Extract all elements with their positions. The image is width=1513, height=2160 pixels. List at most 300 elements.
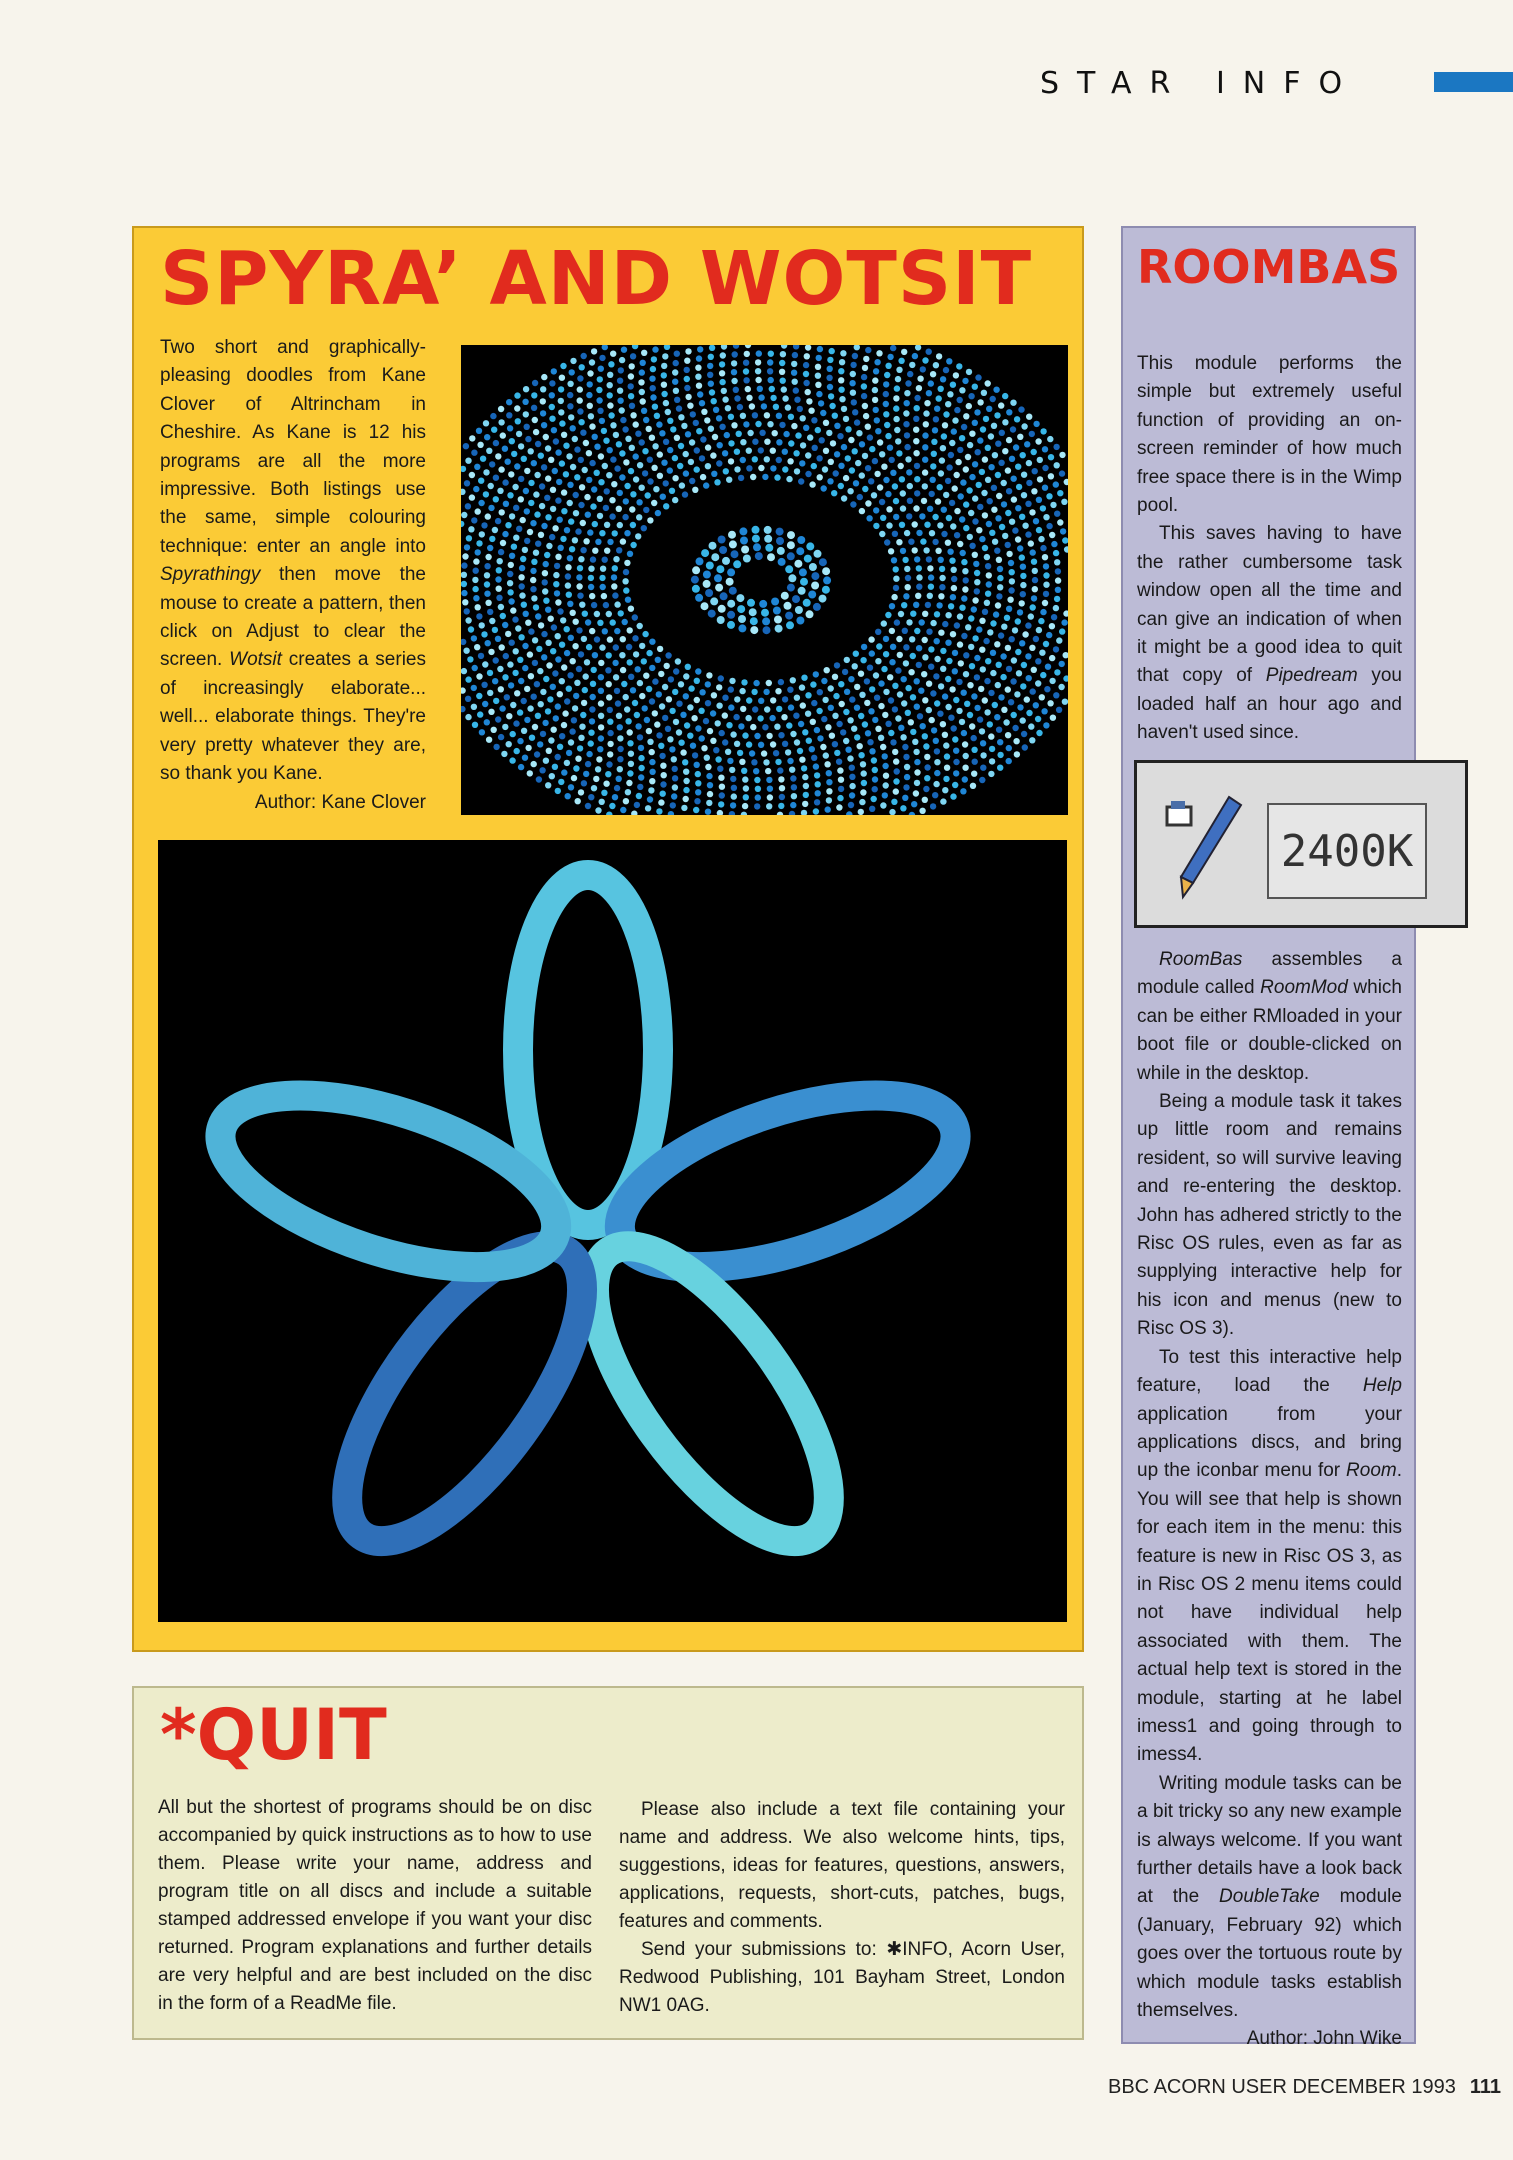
pattern-dot <box>497 666 503 672</box>
pattern-dot <box>620 667 626 673</box>
pattern-dot <box>642 470 648 476</box>
pattern-dot <box>889 659 895 665</box>
pattern-dot <box>568 635 574 641</box>
pattern-dot <box>690 743 696 749</box>
pattern-dot <box>849 380 855 386</box>
pattern-dot <box>685 348 691 354</box>
pattern-dot <box>487 670 493 676</box>
pattern-dot <box>657 473 663 479</box>
pattern-dot <box>916 565 922 571</box>
pattern-dot <box>497 558 503 564</box>
pattern-dot <box>694 447 700 453</box>
pattern-dot <box>933 781 939 787</box>
pattern-dot <box>883 689 889 695</box>
pattern-dot <box>743 377 749 383</box>
pattern-dot <box>845 455 851 461</box>
pattern-dot <box>763 626 771 634</box>
pattern-dot <box>514 405 520 411</box>
pattern-dot <box>900 734 906 740</box>
pattern-dot <box>890 644 896 650</box>
pattern-dot <box>811 572 819 580</box>
pattern-dot <box>759 430 765 436</box>
pattern-dot <box>882 792 888 798</box>
pattern-dot <box>601 790 607 796</box>
pattern-dot <box>589 593 595 599</box>
pattern-dot <box>805 692 811 698</box>
pattern-dot <box>1017 704 1023 710</box>
pattern-dot <box>1000 653 1006 659</box>
pattern-dot <box>518 476 524 482</box>
pattern-dot <box>617 746 623 752</box>
pattern-dot <box>882 763 888 769</box>
pattern-dot <box>811 582 819 590</box>
pattern-dot <box>739 688 745 694</box>
pattern-dot <box>854 705 860 711</box>
pattern-dot <box>905 685 911 691</box>
pattern-dot <box>598 688 604 694</box>
pattern-dot <box>704 755 710 761</box>
pattern-dot <box>779 369 785 375</box>
pattern-dot <box>910 653 916 659</box>
pattern-dot <box>782 696 788 702</box>
pattern-dot <box>827 357 833 363</box>
pattern-dot <box>851 399 857 405</box>
pattern-dot <box>787 552 795 560</box>
pattern-dot <box>887 354 893 360</box>
pattern-dot <box>872 717 878 723</box>
pattern-dot <box>738 475 744 481</box>
pattern-dot <box>938 683 944 689</box>
pattern-dot <box>989 758 995 764</box>
pattern-dot <box>800 442 806 448</box>
pattern-dot <box>708 610 716 618</box>
pattern-dot <box>752 456 758 462</box>
pattern-dot <box>502 446 508 452</box>
pattern-dot <box>477 442 483 448</box>
pattern-dot <box>542 570 548 576</box>
pattern-dot <box>940 798 946 804</box>
pattern-dot <box>672 766 678 772</box>
pattern-dot <box>834 423 840 429</box>
pattern-dot <box>868 478 874 484</box>
pattern-dot <box>484 563 490 569</box>
pattern-dot <box>755 786 761 792</box>
pattern-dot <box>1030 688 1036 694</box>
pattern-dot <box>465 503 471 509</box>
pattern-dot <box>603 781 609 787</box>
pattern-dot <box>716 703 722 709</box>
pattern-dot <box>538 532 544 538</box>
pattern-dot <box>982 609 988 615</box>
pattern-dot <box>744 351 750 357</box>
pattern-dot <box>746 395 752 401</box>
pattern-dot <box>887 674 893 680</box>
pattern-dot <box>580 520 586 526</box>
pattern-dot <box>557 691 563 697</box>
pattern-dot <box>787 458 793 464</box>
pattern-dot <box>801 675 807 681</box>
pattern-dot <box>876 643 882 649</box>
pattern-dot <box>717 442 723 448</box>
pattern-dot <box>579 484 585 490</box>
pattern-dot <box>719 361 725 367</box>
pattern-dot <box>894 768 900 774</box>
pattern-dot <box>939 457 945 463</box>
pattern-dot <box>580 430 586 436</box>
pattern-dot <box>838 681 844 687</box>
pattern-dot <box>639 369 645 375</box>
pattern-dot <box>906 469 912 475</box>
pattern-dot <box>1004 615 1010 621</box>
pattern-dot <box>745 386 751 392</box>
pattern-dot <box>629 363 635 369</box>
pattern-dot <box>980 765 986 771</box>
pattern-dot <box>502 479 508 485</box>
pattern-dot <box>960 479 966 485</box>
pattern-dot <box>669 708 675 714</box>
spyra-body <box>160 334 426 817</box>
pattern-dot <box>502 674 508 680</box>
pattern-dot <box>740 413 746 419</box>
pattern-dot <box>832 674 838 680</box>
pattern-dot <box>886 506 892 512</box>
pattern-dot <box>934 700 940 706</box>
pattern-dot <box>905 584 911 590</box>
pattern-dot <box>1002 448 1008 454</box>
pattern-dot <box>673 668 679 674</box>
pattern-dot <box>795 432 801 438</box>
pattern-dot <box>563 443 569 449</box>
pattern-dot <box>734 449 740 455</box>
pattern-dot <box>476 673 482 679</box>
pattern-dot <box>898 725 904 731</box>
pattern-dot <box>577 745 583 751</box>
pattern-dot <box>1018 406 1024 412</box>
pattern-dot <box>475 549 481 555</box>
pattern-dot <box>478 653 484 659</box>
pattern-dot <box>849 467 855 473</box>
pattern-dot <box>1040 609 1046 615</box>
pattern-dot <box>754 733 760 739</box>
pattern-dot <box>632 635 638 641</box>
pattern-dot <box>994 548 1000 554</box>
pattern-dot <box>552 670 558 676</box>
pattern-dot <box>493 496 499 502</box>
pattern-dot <box>955 459 961 465</box>
pattern-dot <box>649 665 655 671</box>
pattern-dot <box>581 636 587 642</box>
pattern-dot <box>471 450 477 456</box>
pattern-dot <box>637 680 643 686</box>
pattern-dot <box>502 724 508 730</box>
pattern-dot <box>888 548 894 554</box>
pattern-dot <box>916 530 922 536</box>
pattern-dot <box>639 439 645 445</box>
pattern-dot <box>852 353 858 359</box>
pattern-dot <box>952 668 958 674</box>
pattern-dot <box>696 428 702 434</box>
pattern-dot <box>815 373 821 379</box>
pattern-dot <box>945 640 951 646</box>
pattern-dot <box>693 420 699 426</box>
pattern-dot <box>493 657 499 663</box>
pattern-dot <box>550 684 556 690</box>
pattern-dot <box>701 549 709 557</box>
pattern-dot <box>629 403 635 409</box>
pattern-dot <box>517 657 523 663</box>
pattern-dot <box>873 407 879 413</box>
pattern-dot <box>1024 441 1030 447</box>
pattern-dot <box>773 750 779 756</box>
pattern-dot <box>521 602 527 608</box>
pattern-dot <box>722 695 728 701</box>
pattern-dot <box>589 706 595 712</box>
pattern-dot <box>474 644 480 650</box>
pattern-dot <box>493 440 499 446</box>
pattern-dot <box>988 464 994 470</box>
pattern-dot <box>817 689 823 695</box>
pattern-dot <box>949 500 955 506</box>
pattern-dot <box>589 718 595 724</box>
pattern-dot <box>619 652 625 658</box>
pattern-dot <box>889 457 895 463</box>
pattern-dot <box>1026 710 1032 716</box>
pattern-dot <box>1021 731 1027 737</box>
pattern-dot <box>635 431 641 437</box>
pattern-dot <box>543 598 549 604</box>
pattern-dot <box>906 619 912 625</box>
pattern-dot <box>807 434 813 440</box>
pattern-dot <box>484 591 490 597</box>
pattern-dot <box>707 791 713 797</box>
pattern-dot <box>930 620 936 626</box>
pattern-dot <box>719 784 725 790</box>
pattern-dot <box>476 693 482 699</box>
pattern-dot <box>603 438 609 444</box>
pattern-dot <box>878 735 884 741</box>
pattern-dot <box>485 640 491 646</box>
pattern-dot <box>974 579 980 585</box>
pattern-dot <box>883 636 889 642</box>
pattern-dot <box>952 782 958 788</box>
pattern-dot <box>743 421 749 427</box>
pattern-dot <box>782 466 788 472</box>
spyra-title: SPYRA’ AND WOTSIT <box>160 236 1033 322</box>
pattern-dot <box>657 451 663 457</box>
pattern-dot <box>693 807 699 813</box>
pattern-dot <box>665 652 671 658</box>
pattern-dot <box>780 378 786 384</box>
pattern-dot <box>819 558 827 566</box>
pattern-dot <box>614 628 620 634</box>
pattern-dot <box>747 430 753 436</box>
pattern-dot <box>709 389 715 395</box>
pattern-dot <box>971 771 977 777</box>
pattern-dot <box>836 759 842 765</box>
pattern-dot <box>785 404 791 410</box>
section-color-bar <box>1434 72 1513 92</box>
pattern-dot <box>495 518 501 524</box>
pattern-dot <box>881 464 887 470</box>
pattern-dot <box>510 702 516 708</box>
pattern-dot <box>950 523 956 529</box>
pattern-dot <box>509 513 515 519</box>
pattern-dot <box>577 565 583 571</box>
pattern-dot <box>752 439 758 445</box>
pattern-dot <box>737 750 743 756</box>
roombas-paragraph: Writing module tasks can be a bit tricky so any new example is always welcome. If you want further details have a look back at the DoubleTake module (January, February 92) which goes over the tortuous route by which module tasks establish themselves. <box>1137 1772 1402 2022</box>
pattern-dot <box>660 781 666 787</box>
pattern-dot <box>852 448 858 454</box>
pattern-dot <box>776 439 782 445</box>
pattern-dot <box>546 748 552 754</box>
pattern-dot <box>495 453 501 459</box>
pattern-dot <box>481 631 487 637</box>
pattern-dot <box>914 476 920 482</box>
pattern-dot <box>791 370 797 376</box>
pattern-dot <box>1001 480 1007 486</box>
pattern-dot <box>1009 519 1015 525</box>
pattern-dot <box>610 456 616 462</box>
pattern-dot <box>987 629 993 635</box>
pattern-dot <box>743 360 749 366</box>
pattern-dot <box>861 644 867 650</box>
pattern-dot <box>531 460 537 466</box>
pattern-dot <box>672 379 678 385</box>
pattern-dot <box>994 714 1000 720</box>
pattern-dot <box>941 531 947 537</box>
pattern-dot <box>691 576 699 584</box>
pattern-dot <box>935 498 941 504</box>
pattern-dot <box>1061 619 1067 625</box>
pattern-dot <box>514 748 520 754</box>
pattern-dot <box>699 455 705 461</box>
pattern-dot <box>922 483 928 489</box>
pattern-dot <box>943 367 949 373</box>
pattern-dot <box>555 449 561 455</box>
pattern-dot <box>548 457 554 463</box>
quit-paragraph: All but the shortest of programs should be on disc accompanied by quick instructions as to how to use them. Please write your name, address and program title on all discs and include a suitable stamped addressed envelope if you want your disc returned. Program explanations and further details are very helpful and are best included on the disc in the form of a ReadMe file. <box>158 1797 592 2014</box>
pattern-dot <box>1059 470 1065 476</box>
pattern-dot <box>569 369 575 375</box>
pattern-dot <box>711 398 717 404</box>
pattern-dot <box>764 456 770 462</box>
pattern-dot <box>1035 658 1041 664</box>
pattern-dot <box>1053 481 1059 487</box>
pattern-dot <box>1036 627 1042 633</box>
pattern-dot <box>925 602 931 608</box>
pattern-dot <box>525 620 531 626</box>
pattern-dot <box>685 664 691 670</box>
pattern-dot <box>923 786 929 792</box>
pattern-dot <box>920 723 926 729</box>
pattern-dot <box>545 782 551 788</box>
pattern-dot <box>607 741 613 747</box>
pattern-dot <box>885 721 891 727</box>
pattern-dot <box>968 393 974 399</box>
pattern-dot <box>606 761 612 767</box>
pattern-dot <box>595 807 601 813</box>
pattern-dot <box>622 578 628 584</box>
pattern-dot <box>803 792 809 798</box>
pattern-dot <box>461 512 467 518</box>
pattern-dot <box>525 436 531 442</box>
pattern-dot <box>790 775 796 781</box>
pattern-dot <box>942 732 948 738</box>
pattern-dot <box>483 469 489 475</box>
pattern-dot <box>570 658 576 664</box>
pattern-dot <box>967 534 973 540</box>
pattern-dot <box>779 422 785 428</box>
pattern-dot <box>928 646 934 652</box>
pattern-dot <box>1015 649 1021 655</box>
pattern-dot <box>823 420 829 426</box>
pattern-dot <box>982 697 988 703</box>
pattern-dot <box>862 721 868 727</box>
pattern-dot <box>493 744 499 750</box>
pattern-dot <box>662 353 668 359</box>
pattern-dot <box>757 715 763 721</box>
pattern-dot <box>954 532 960 538</box>
pattern-dot <box>722 557 730 565</box>
pattern-dot <box>1009 569 1015 575</box>
pattern-dot <box>656 421 662 427</box>
pattern-dot <box>861 374 867 380</box>
pattern-dot <box>781 386 787 392</box>
pattern-dot <box>551 624 557 630</box>
pattern-dot <box>1047 700 1053 706</box>
pattern-dot <box>974 705 980 711</box>
pattern-dot <box>694 678 700 684</box>
pattern-dot <box>822 466 828 472</box>
pattern-dot <box>710 738 716 744</box>
pattern-dot <box>599 530 605 536</box>
pattern-dot <box>674 351 680 357</box>
pattern-dot <box>672 784 678 790</box>
pattern-dot <box>946 515 952 521</box>
pattern-dot <box>755 552 763 560</box>
pattern-dot <box>954 407 960 413</box>
pattern-dot <box>569 546 575 552</box>
pattern-dot <box>1005 732 1011 738</box>
pattern-dot <box>865 347 871 353</box>
pattern-dot <box>661 372 667 378</box>
pattern-dot <box>1042 485 1048 491</box>
pattern-dot <box>518 496 524 502</box>
pattern-dot <box>934 759 940 765</box>
pattern-dot <box>1042 465 1048 471</box>
pattern-dot <box>1020 683 1026 689</box>
pattern-dot <box>572 537 578 543</box>
pattern-dot <box>607 751 613 757</box>
pattern-dot <box>900 505 906 511</box>
pattern-dot <box>533 491 539 497</box>
pattern-dot <box>733 560 741 568</box>
pattern-dot <box>940 648 946 654</box>
pattern-dot <box>683 451 689 457</box>
pattern-dot <box>778 803 784 809</box>
pattern-dot <box>951 567 957 573</box>
pattern-dot <box>767 368 773 374</box>
pattern-dot <box>859 799 865 805</box>
pattern-dot <box>770 697 776 703</box>
pattern-dot <box>903 593 909 599</box>
roombas-author: Author: John Wike <box>1246 2028 1402 2050</box>
pattern-dot <box>869 686 875 692</box>
ribbon-pattern-image <box>158 840 1067 1622</box>
pattern-dot <box>597 408 603 414</box>
pattern-dot <box>1059 661 1065 667</box>
